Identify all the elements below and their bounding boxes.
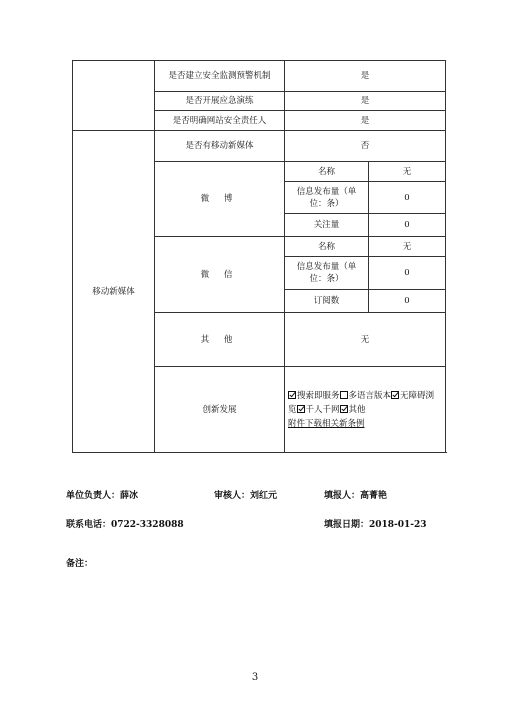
row-label: 是否明确网站安全责任人 [155,111,285,131]
other-text: 附件下载相关新条例 [288,418,365,429]
innovation-options-line [288,389,442,417]
field-label: 关注量 [285,214,369,237]
row-value: 是 [285,92,446,111]
field-value: 0 [369,290,446,313]
row-value: 是 [285,61,446,92]
checkbox-checked-icon[interactable] [297,405,305,413]
has-mobile-label: 是否有移动新媒体 [155,131,285,162]
checkbox-checked-icon[interactable] [288,391,296,399]
weibo-label: 微 博 [155,162,285,237]
field-value: 无 [369,162,446,182]
option-search-service[interactable]: 搜索即服务 [288,391,340,401]
option-multilang[interactable]: 多语言版本 [340,391,392,401]
page-number: 3 [251,672,259,683]
row-value: 是 [285,111,446,131]
contact-phone: 联系电话：0722-3328088 [66,520,184,530]
field-value: 0 [369,214,446,237]
other-value: 无 [285,313,446,367]
innovation-label: 创新发展 [155,367,285,453]
field-value: 0 [369,182,446,214]
has-mobile-value: 否 [285,131,446,162]
row-label: 是否建立安全监测预警机制 [155,61,285,92]
remarks: 备注： [66,559,94,569]
security-media-table [72,60,446,453]
unit-leader: 单位负责人：薛冰 [66,491,139,501]
other-label: 其 他 [155,313,285,367]
option-accessibility[interactable]: 无障碍浏览 [288,390,435,415]
table-row [73,131,446,162]
table-row [73,61,446,92]
field-label: 订阅数 [285,290,369,313]
field-label: 信息发布量（单位：条） [285,257,369,290]
checkbox-checked-icon[interactable] [340,405,348,413]
mobile-media-label: 移动新媒体 [73,131,155,453]
option-personalized[interactable]: 千人千网 [297,405,340,415]
checkbox-unchecked-icon[interactable] [340,391,348,399]
field-value: 无 [369,237,446,257]
field-value: 0 [369,257,446,290]
field-label: 名称 [285,162,369,182]
checkbox-checked-icon[interactable] [391,391,399,399]
field-label: 信息发布量（单位：条） [285,182,369,214]
fill-date: 填报日期：2018-01-23 [324,520,427,530]
filler: 填报人：高菁艳 [324,491,388,501]
row-label: 是否开展应急演练 [155,92,285,111]
option-other[interactable]: 其他 [340,405,366,415]
field-label: 名称 [285,237,369,257]
weixin-label: 微 信 [155,237,285,313]
reviewer: 审核人：刘红元 [214,491,278,501]
empty-category-cell [73,61,155,131]
innovation-options [285,367,446,453]
